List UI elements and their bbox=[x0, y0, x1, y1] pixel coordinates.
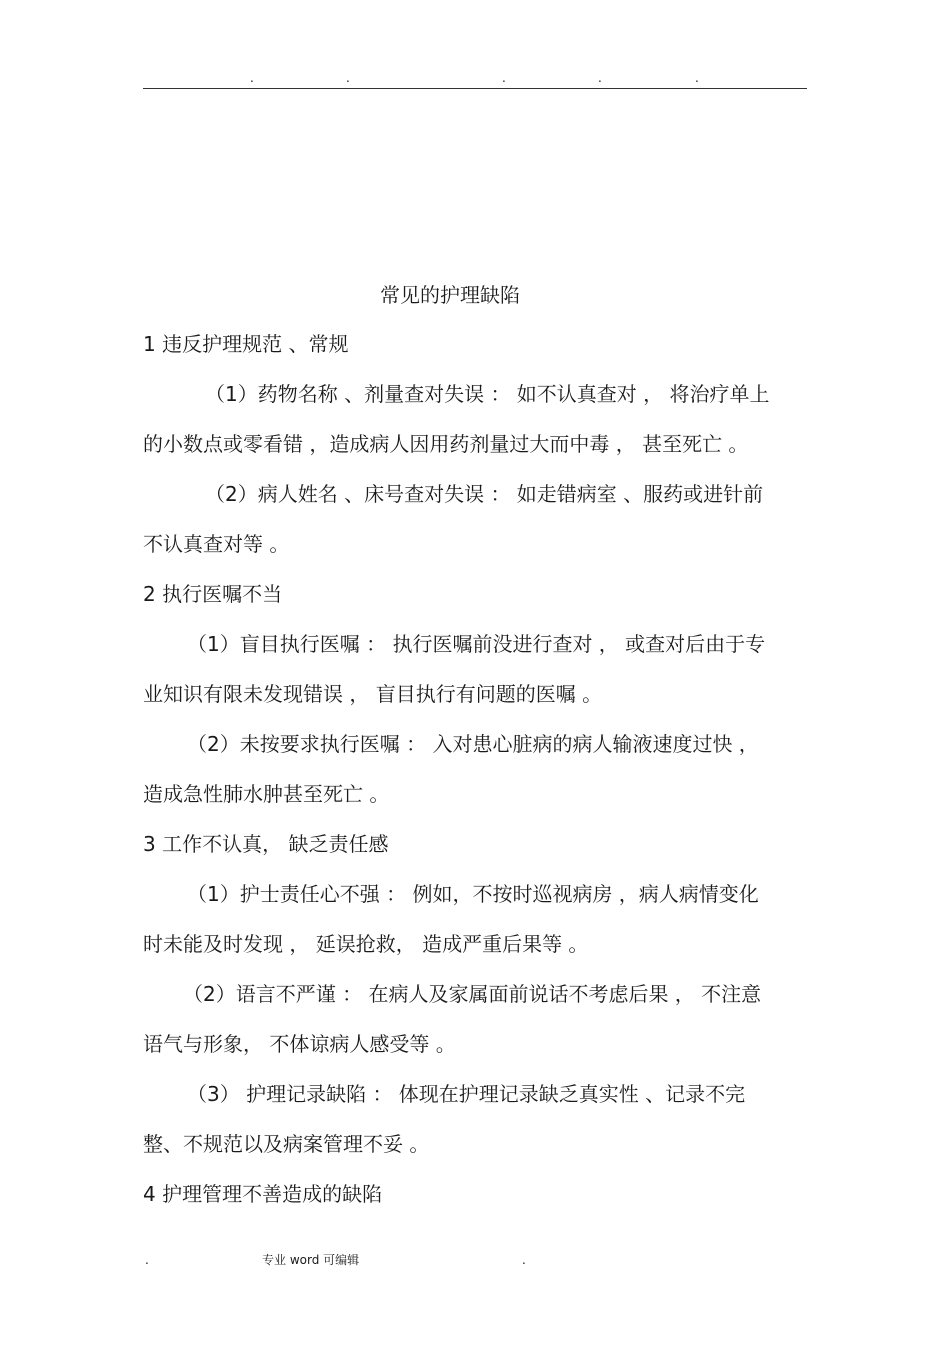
header-dot: . bbox=[250, 71, 254, 85]
paragraph-line: 业知识有限未发现错误 ， 盲目执行有问题的医嘱 。 bbox=[143, 682, 603, 706]
paragraph-line: （2）病人姓名 、床号查对失误 ： 如走错病室 、服药或进针前 bbox=[205, 482, 764, 506]
paragraph bbox=[143, 480, 807, 580]
header-rule bbox=[143, 88, 807, 89]
paragraph bbox=[143, 380, 807, 480]
paragraph bbox=[143, 630, 807, 730]
paragraph-line: 的小数点或零看错 ，造成病人因用药剂量过大而中毒 ， 甚至死亡 。 bbox=[143, 432, 749, 456]
footer-text: 专业 word 可编辑 bbox=[262, 1253, 360, 1267]
paragraph bbox=[143, 730, 807, 830]
header-dot: . bbox=[695, 71, 699, 85]
section-heading: 4 护理管理不善造成的缺陷 bbox=[143, 1182, 383, 1206]
header-dot: . bbox=[598, 71, 602, 85]
document-body bbox=[143, 330, 807, 1230]
paragraph-line: 整、不规范以及病案管理不妥 。 bbox=[143, 1132, 430, 1156]
section-heading: 1 违反护理规范 、常规 bbox=[143, 332, 349, 356]
section-heading: 3 工作不认真， 缺乏责任感 bbox=[143, 832, 389, 856]
paragraph bbox=[143, 980, 807, 1080]
paragraph bbox=[143, 880, 807, 980]
paragraph-line: 语气与形象， 不体谅病人感受等 。 bbox=[143, 1032, 456, 1056]
paragraph-line: （1）盲目执行医嘱 ： 执行医嘱前没进行查对 ， 或查对后由于专 bbox=[187, 632, 766, 656]
header-dot: . bbox=[346, 71, 350, 85]
document-title: 常见的护理缺陷 bbox=[380, 283, 520, 307]
paragraph-line: （1）护士责任心不强 ： 例如，不按时巡视病房 ，病人病情变化 bbox=[187, 882, 759, 906]
footer-dot: . bbox=[145, 1253, 149, 1267]
footer-dot: . bbox=[522, 1253, 526, 1267]
paragraph-line: （2）未按要求执行医嘱 ： 入对患心脏病的病人输液速度过快 ， bbox=[187, 732, 759, 756]
paragraph-line: 造成急性肺水肿甚至死亡 。 bbox=[143, 782, 390, 806]
paragraph-line: 时未能及时发现 ， 延误抢救， 造成严重后果等 。 bbox=[143, 932, 589, 956]
paragraph-line: （1）药物名称 、剂量查对失误 ： 如不认真查对 ， 将治疗单上 bbox=[205, 382, 770, 406]
paragraph-line: （2）语言不严谨 ： 在病人及家属面前说话不考虑后果 ， 不注意 bbox=[183, 982, 762, 1006]
header-dots bbox=[0, 72, 950, 84]
paragraph-line: （3） 护理记录缺陷 ： 体现在护理记录缺乏真实性 、记录不完 bbox=[187, 1082, 746, 1106]
section-heading: 2 执行医嘱不当 bbox=[143, 582, 283, 606]
header-dot: . bbox=[502, 71, 506, 85]
paragraph bbox=[143, 1080, 807, 1180]
page-footer bbox=[0, 1250, 950, 1270]
paragraph-line: 不认真查对等 。 bbox=[143, 532, 290, 556]
